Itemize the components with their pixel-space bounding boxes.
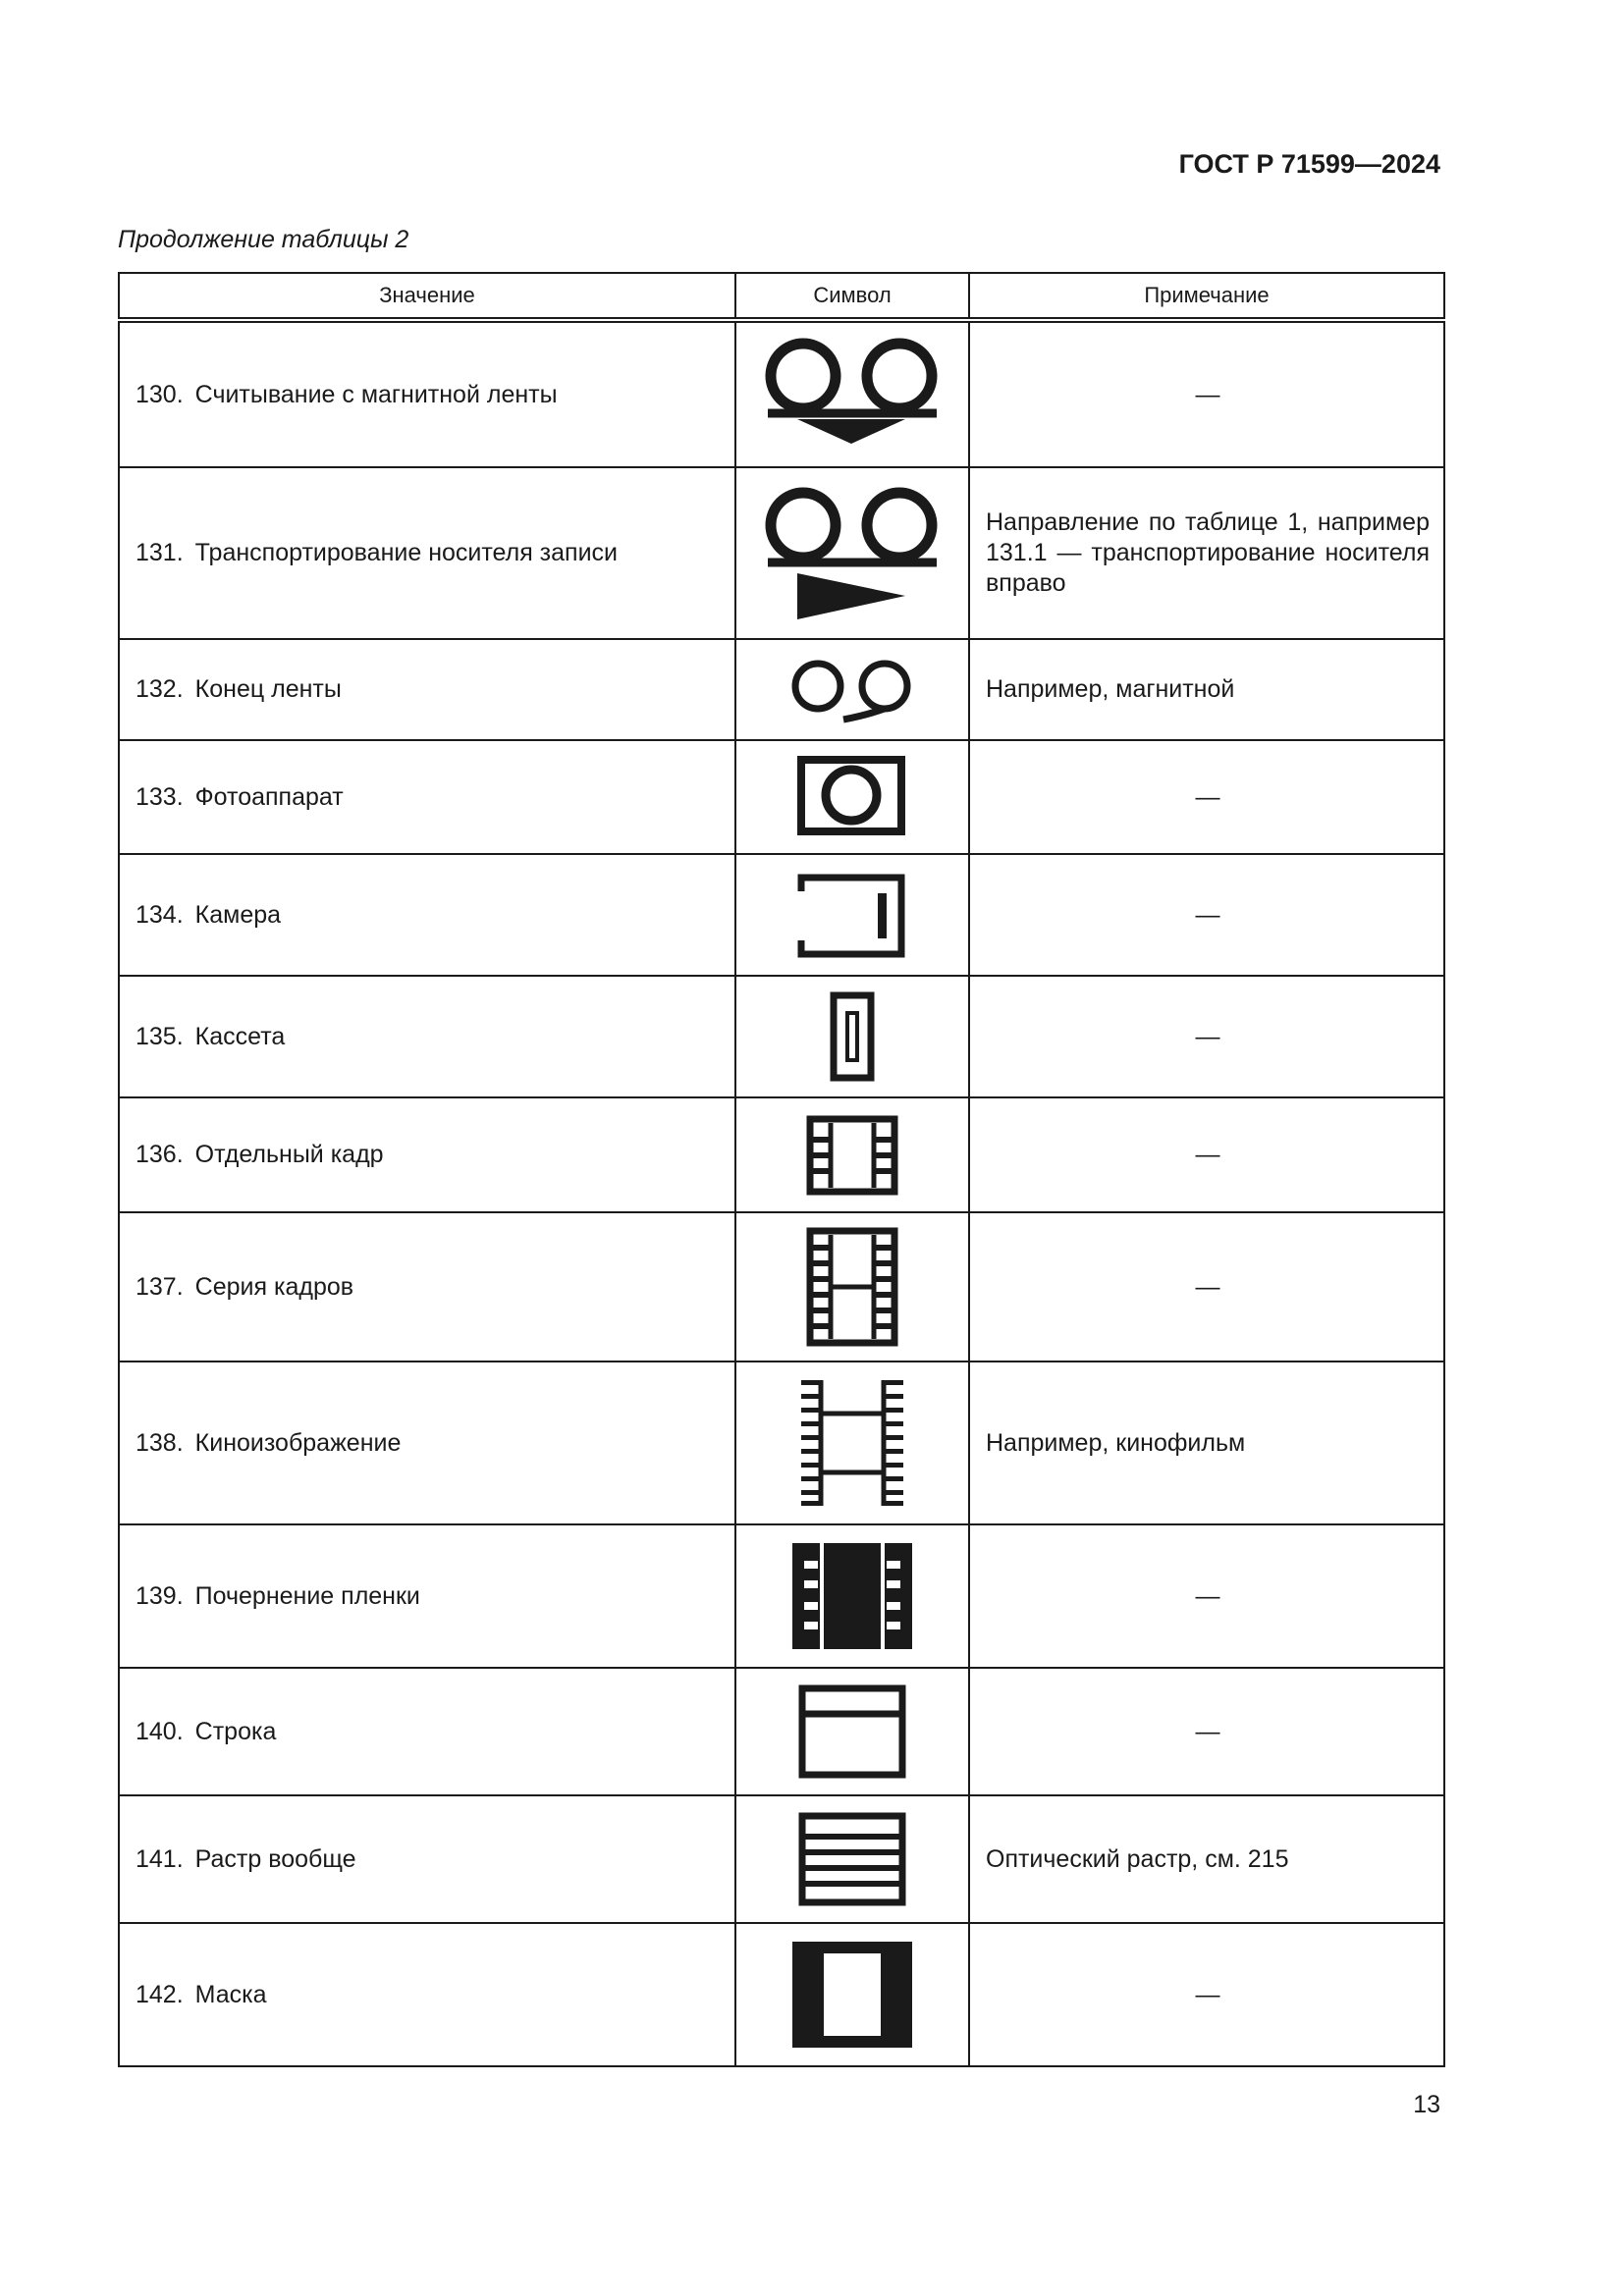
meaning-cell (119, 639, 735, 740)
column-header-symbol: Символ (735, 273, 969, 320)
note-cell: — (969, 1212, 1444, 1362)
meaning-cell (119, 1923, 735, 2066)
symbol-cell (735, 1097, 969, 1212)
symbol-cell (735, 1668, 969, 1795)
column-header-note: Примечание (969, 273, 1444, 320)
symbol-cell (735, 639, 969, 740)
symbol-cell (735, 1524, 969, 1668)
symbol-cell (735, 1212, 969, 1362)
table-row (119, 1668, 1444, 1795)
table-row (119, 639, 1444, 740)
note-cell: — (969, 1097, 1444, 1212)
cassette-icon (823, 989, 882, 1084)
meaning-text: Почернение пленки (194, 1581, 420, 1610)
table-row (119, 467, 1444, 639)
meaning-text: Маска (194, 1980, 267, 2008)
row-number: 136. (135, 1141, 184, 1168)
row-number: 135. (135, 1022, 184, 1050)
note-cell: — (969, 854, 1444, 976)
note-cell: — (969, 1524, 1444, 1668)
symbol-cell (735, 1795, 969, 1923)
symbol-cell (735, 854, 969, 976)
note-cell: Оптический растр, см. 215 (969, 1795, 1444, 1923)
mask-icon (790, 1940, 914, 2050)
table-row (119, 1524, 1444, 1668)
table-row (119, 1362, 1444, 1524)
symbol-cell (735, 740, 969, 854)
row-number: 137. (135, 1272, 184, 1301)
row-number: 132. (135, 675, 184, 703)
symbol-cell (735, 1923, 969, 2066)
note-cell: — (969, 320, 1444, 467)
meaning-text: Отдельный кадр (194, 1141, 384, 1168)
table-row (119, 854, 1444, 976)
meaning-text: Строка (194, 1717, 277, 1745)
film-blackening-icon (790, 1541, 914, 1651)
note-cell: — (969, 1923, 1444, 2066)
row-number: 139. (135, 1581, 184, 1610)
meaning-cell (119, 1795, 735, 1923)
meaning-text: Серия кадров (194, 1272, 354, 1301)
meaning-text: Фотоаппарат (194, 782, 344, 811)
meaning-text: Конец ленты (194, 675, 342, 703)
media-transport-icon (754, 480, 950, 627)
table-row (119, 1097, 1444, 1212)
meaning-cell (119, 976, 735, 1097)
table-header-row (119, 273, 1444, 320)
camera-icon (793, 868, 911, 962)
frame-series-icon (803, 1225, 901, 1349)
raster-icon (796, 1810, 908, 1908)
row-number: 142. (135, 1980, 184, 2008)
table-row (119, 976, 1444, 1097)
meaning-cell (119, 1362, 735, 1524)
tape-end-icon (779, 651, 926, 729)
meaning-text: Киноизображение (194, 1428, 402, 1457)
tape-read-icon (754, 331, 950, 458)
column-header-meaning: Значение (119, 273, 735, 320)
meaning-text: Камера (194, 900, 282, 929)
row-number: 131. (135, 539, 184, 566)
symbol-cell (735, 320, 969, 467)
meaning-text: Транспортирование носителя записи (194, 539, 619, 566)
symbol-cell (735, 976, 969, 1097)
motion-picture-icon (793, 1374, 911, 1512)
meaning-cell (119, 1524, 735, 1668)
meaning-cell (119, 740, 735, 854)
meaning-text: Растр вообще (194, 1844, 356, 1873)
meaning-cell (119, 1212, 735, 1362)
note-cell: Например, кинофильм (969, 1362, 1444, 1524)
meaning-text: Кассета (194, 1022, 286, 1050)
meaning-text: Считывание с магнитной ленты (194, 380, 558, 408)
meaning-cell (119, 1097, 735, 1212)
photo-camera-icon (793, 753, 911, 841)
row-number: 130. (135, 380, 184, 408)
row-number: 133. (135, 782, 184, 811)
table-row (119, 320, 1444, 467)
table-row (119, 1212, 1444, 1362)
note-cell: Например, магнитной (969, 639, 1444, 740)
meaning-cell (119, 1668, 735, 1795)
meaning-cell (119, 467, 735, 639)
row-number: 134. (135, 900, 184, 929)
row-number: 138. (135, 1428, 184, 1457)
standard-code: ГОСТ Р 71599—2024 (1178, 149, 1440, 179)
table-row (119, 1795, 1444, 1923)
meaning-cell (119, 854, 735, 976)
note-cell: — (969, 740, 1444, 854)
row-number: 140. (135, 1717, 184, 1745)
symbols-table (118, 272, 1445, 2067)
table-caption: Продолжение таблицы 2 (118, 226, 409, 253)
table-row (119, 740, 1444, 854)
row-number: 141. (135, 1844, 184, 1873)
meaning-cell (119, 320, 735, 467)
single-frame-icon (803, 1113, 901, 1198)
table-row (119, 1923, 1444, 2066)
note-cell: Направление по таблице 1, например 131.1 — транспортирование носителя вправо (969, 467, 1444, 639)
note-cell: — (969, 976, 1444, 1097)
line-icon (796, 1682, 908, 1781)
symbol-cell (735, 467, 969, 639)
symbol-cell (735, 1362, 969, 1524)
note-cell: — (969, 1668, 1444, 1795)
page-number: 13 (1413, 2091, 1440, 2118)
